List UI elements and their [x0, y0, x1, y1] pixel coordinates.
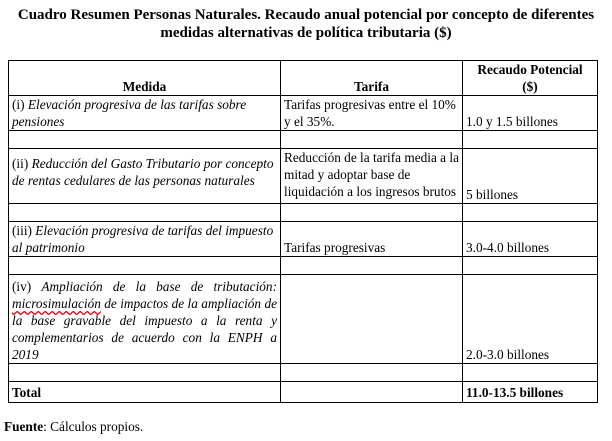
- measure-cell: [9, 149, 281, 204]
- spacer-row: [9, 257, 598, 275]
- table-row: [9, 96, 598, 131]
- total-row: [9, 382, 598, 403]
- rate-cell: Tarifas progresivas entre el 10% y el 35%.: [281, 96, 463, 131]
- measure-text: Elevación progresiva de tarifas del impuesto al patrimonio: [12, 223, 274, 255]
- measure-cell: [9, 96, 281, 131]
- header-revenue-line1: Recaudo Potencial: [477, 62, 583, 77]
- measure-prefix: (i): [12, 97, 28, 112]
- measure-cell: [9, 222, 281, 257]
- revenue-cell: 5 billones: [463, 149, 598, 204]
- spacer-row: [9, 204, 598, 222]
- measure-text-b: microsimulación: [12, 296, 101, 311]
- measure-text-c: de impactos de la ampliación de la base gravable del impuesto a la renta y complementarios de acuerdo con la ENPH a 2019: [12, 296, 277, 362]
- source-note: [4, 419, 143, 435]
- source-label: Fuente: [4, 419, 44, 434]
- rate-cell: Tarifas progresivas: [281, 222, 463, 257]
- spacer-row: [9, 364, 598, 382]
- measure-prefix: (ii): [12, 156, 32, 171]
- header-row: [9, 61, 598, 96]
- spacer-row: [9, 131, 598, 149]
- summary-table: [8, 60, 598, 403]
- total-label: Total: [9, 382, 281, 403]
- table-row: [9, 222, 598, 257]
- measure-cell: [9, 275, 281, 364]
- measure-text: Elevación progresiva de las tarifas sobre pensiones: [12, 97, 247, 129]
- header-measure: Medida: [9, 61, 281, 96]
- table-title: Cuadro Resumen Personas Naturales. Recaudo anual potencial por concepto de diferentes medidas alternativas de política tributaria ($): [17, 7, 595, 41]
- table-row: [9, 275, 598, 364]
- measure-text-a: Ampliación de la base de tributación:: [41, 279, 277, 294]
- rate-cell: Reducción de la tarifa media a la mitad y adoptar base de liquidación a los ingresos brutos: [281, 149, 463, 204]
- header-rate: Tarifa: [281, 61, 463, 96]
- revenue-cell: 3.0-4.0 billones: [463, 222, 598, 257]
- measure-prefix: (iii): [12, 223, 36, 238]
- header-revenue: [463, 61, 598, 96]
- total-revenue: 11.0-13.5 billones: [463, 382, 598, 403]
- revenue-cell: 2.0-3.0 billones: [463, 275, 598, 364]
- measure-text: Reducción del Gasto Tributario por concepto de rentas cedulares de las personas naturales: [12, 156, 274, 188]
- table-row: [9, 149, 598, 204]
- revenue-cell: 1.0 y 1.5 billones: [463, 96, 598, 131]
- header-revenue-line2: ($): [522, 79, 538, 94]
- source-text: : Cálculos propios.: [43, 419, 144, 434]
- total-rate-cell: [281, 382, 463, 403]
- rate-cell: [281, 275, 463, 364]
- measure-prefix: (iv): [12, 279, 42, 294]
